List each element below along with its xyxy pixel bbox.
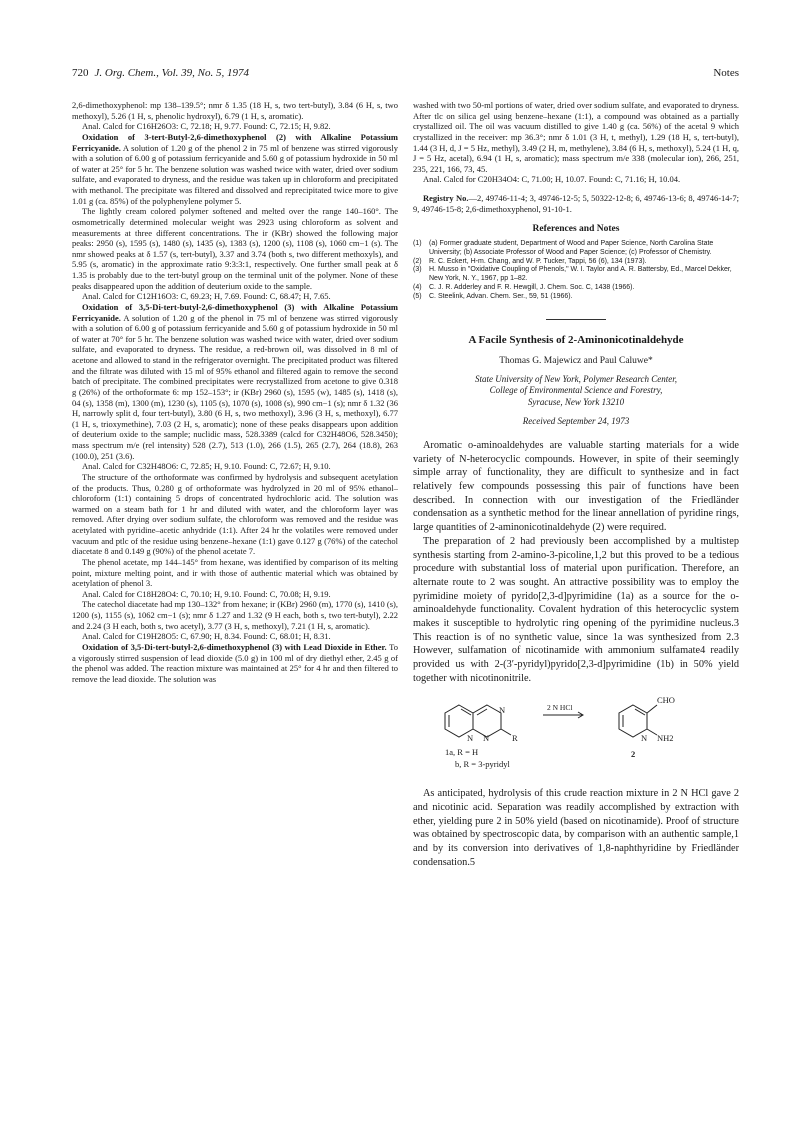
compound-2-label: 2 xyxy=(631,749,636,760)
paragraph-text: The catechol diacetate had mp 130–132° from hexane; ir (KBr) 2960 (m), 1770 (s), 1410 (s), 1200 (s), 1155 (s), 1062 cm−1 (s); nmr δ 1.27 and 1.32 (9 H each, both s, two tert-butyl), 2.22 and 2.24 (3 H each, both s, two acetyl), 3.77 (3 H, s, methoxyl), 7.21 (1 H, s, aromatic). xyxy=(72,599,398,631)
references-heading: References and Notes xyxy=(532,224,620,235)
reference-item xyxy=(413,240,739,258)
paragraph-text: Anal. Calcd for C32H48O6: C, 72.85; H, 9.10. Found: C, 72.67; H, 9.10. xyxy=(82,461,331,472)
paragraph xyxy=(72,599,398,631)
paragraph-text: To a vigorously stirred suspension of lead dioxide (5.0 g) in 100 ml of dry diethyl ether, 2.45 g of the phenol was added. The reaction mixture was maintained at 25° for 4 hr and then filtered to remove the lead dioxide. The solution was xyxy=(72,641,398,684)
paragraph xyxy=(72,291,398,302)
article-authors: Thomas G. Majewicz and Paul Caluwe* xyxy=(499,356,653,367)
reagent-label: 2 N HCl xyxy=(547,703,573,713)
paragraph-text: A solution of 1.20 g of the phenol 2 in 75 ml of benzene was stirred vigorously with a solution of 6.00 g of potassium ferricyanide and 5.60 g of potassium hydroxide in 50 ml of water at 25° for 5 hr. The benzene solution was washed twice with water, dried over sodium sulfate, and evaporated to dryness, and the residue was taken up in chloroform and precipitated with methanol. The precipitate was filtered and dissolved and reprecipitated twice more to give 1.01 g (ca. 85%) of the polyphenylene polymer 5. xyxy=(72,142,398,206)
paragraph xyxy=(72,302,398,461)
left-column xyxy=(72,100,398,1110)
scheme-n-label: N xyxy=(499,705,506,716)
reference-item xyxy=(413,266,739,284)
scheme-n-label: N xyxy=(641,733,648,744)
paragraph-text: The lightly cream colored polymer softened and melted over the range 140–160°. The osmometrically determined molecular weight was 2923 using chloroform as solvent and measurements at three different concentrations. The ir (KBr) showed the following major peaks: 2950 (s), 1595 (s), 1480 (s), 1435 (s), 1383 (s), 1200 (s), 1108 (s), 1060 cm−1 (s). The nmr showed peaks at δ 1.57 (s, tert-butyl), 3.37 and 3.74 (both s, two different methoxyls), and 5.95 (s, aromatic) in the approximate ratio 9:3:3:1, respectively. One further small peak at δ 1.35 is probably due to the tert-butyl group on the terminal unit of the polymer. None of these peaks disappeared upon the addition of deuterium oxide to the sample. xyxy=(72,206,398,291)
paragraph xyxy=(413,174,739,185)
cho-label: CHO xyxy=(657,695,675,706)
paragraph-text: Anal. Calcd for C12H16O3: C, 69.23; H, 7.69. Found: C, 68.47; H, 7.65. xyxy=(82,291,331,302)
reaction-scheme xyxy=(413,691,739,779)
paragraph-text: The phenol acetate, mp 144–145° from hexane, was identified by comparison of its melting point, mixture melting point, and ir with those of authentic material which was obtained by acetylation of phenol 3. xyxy=(72,556,398,589)
reference-number: (3) xyxy=(413,266,422,274)
running-head xyxy=(72,67,249,79)
reference-text: C. Steelink, Advan. Chem. Ser., 59, 51 (1966). xyxy=(429,292,573,300)
reference-number: (4) xyxy=(413,283,422,291)
reference-text: (a) Former graduate student, Department of Wood and Paper Science, North Carolina State University; (b) Associate Professor of Wood and Paper Science; (c) Professor of Chemistry. xyxy=(429,240,714,256)
paragraph-text: 2,6-dimethoxyphenol: mp 138–139.5°; nmr δ 1.35 (18 H, s, two tert-butyl), 3.84 (6 H, s, two methoxyl), 5.26 (1 H, s, phenolic hydroxyl), 6.79 (1 H, s, aromatic). xyxy=(72,100,398,121)
cho-bond xyxy=(647,705,657,713)
paragraph xyxy=(72,206,398,291)
r-bond xyxy=(501,729,511,735)
reference-item xyxy=(413,284,739,293)
compound-1b-label: b, R = 3-pyridyl xyxy=(455,759,510,770)
scheme-r-label: R xyxy=(512,733,518,744)
article-paragraph: Aromatic o-aminoaldehydes are valuable starting materials for a wide variety of N-heterocyclic compounds. However, in spite of their seemingly simple array of functionality, they are difficult to synthesize and in fact relatively few compounds possessing this pair of functions have been described. In connection with our investigation of the Friedländer condensation as a synthetic method for the linear annellation of pyridine rings, large quantities of 2-aminonicotinaldehyde (2) were required. xyxy=(413,440,739,534)
paragraph xyxy=(72,461,398,472)
references-list xyxy=(413,240,739,301)
paragraph-text: Anal. Calcd for C16H26O3: C, 72.18; H, 9.77. Found: C, 72.15; H, 9.82. xyxy=(82,121,331,132)
paragraph-text: Anal. Calcd for C20H34O4: C, 71.00; H, 10.07. Found: C, 71.16; H, 10.04. xyxy=(423,174,681,185)
paragraph-heading: Oxidation of 3-tert-Butyl-2,6-dimethoxyphenol (2) with Alkaline Potassium Ferricyanide. xyxy=(72,131,398,153)
paragraph-text: Anal. Calcd for C18H28O4: C, 70.10; H, 9.10. Found: C, 70.08; H, 9.19. xyxy=(82,588,331,599)
paragraph-text: The structure of the orthoformate was confirmed by hydrolysis and subsequent acetylation of the products. Thus, 0.280 g of orthoformate was hydrolyzed in 20 ml of 95% ethanol–chloroform (1:1) containing 5 drops of concentrated hydrochloric acid. The solution was warmed on a steam bath for 1 hr and diluted with water, and the chloroform layer was removed. After drying over sodium sulfate, the chloroform was removed and the residue was acetylated with pyridine–acetic anhydride (1:1). After 24 hr the volatiles were removed under vacuum and ptlc of the residue using benzene–hexane (1:1) gave 0.127 g (76%) of the catechol diacetate 8 and 0.149 g (90%) of the phenol acetate 7. xyxy=(72,471,398,557)
nh2-label: NH2 xyxy=(657,733,674,744)
scheme-n-label: N xyxy=(483,733,490,744)
reference-number: (1) xyxy=(413,240,422,248)
affiliation-line: State University of New York, Polymer Research Center, xyxy=(474,374,678,384)
paragraph xyxy=(72,121,398,132)
paragraph xyxy=(72,557,398,589)
paragraph-heading: Oxidation of 3,5-Di-tert-butyl-2,6-dimethoxyphenol (3) with Alkaline Potassium Ferricyanide. xyxy=(72,301,398,323)
reference-item xyxy=(413,293,739,302)
section-name: Notes xyxy=(713,67,739,79)
nh2-bond xyxy=(647,729,657,735)
article-paragraph: As anticipated, hydrolysis of this crude reaction mixture in 2 N HCl gave 2 and nicotinic acid. Separation was readily accomplished by extraction with ether, yielding pure 2 in 50% yield (based on nicotinamide). Proof of structure was obtained by spectroscopic data, by comparison with an authentic sample,1 and by its conversion into derivatives of 1,8-naphthyridine by Friedländer condensation.5 xyxy=(413,788,739,868)
article-affiliation xyxy=(413,374,739,408)
affiliation-line: Syracuse, New York 13210 xyxy=(527,396,625,407)
reference-text: R. C. Eckert, H-m. Chang, and W. P. Tucker, Tappi, 56 (6), 134 (1973). xyxy=(429,257,647,265)
received-date: Received September 24, 1973 xyxy=(522,415,630,426)
reference-text: H. Musso in "Oxidative Coupling of Phenols," W. I. Taylor and A. R. Battersby, Ed., Marcel Dekker, New York, N. Y., 1967, pp 1–82. xyxy=(429,266,732,283)
experimental-continued xyxy=(413,100,739,185)
compound-1a-label: 1a, R = H xyxy=(445,747,479,758)
scheme-n-label: N xyxy=(467,733,474,744)
reference-item xyxy=(413,258,739,267)
reference-number: (2) xyxy=(413,257,422,265)
page-number: 720 xyxy=(72,67,89,79)
paragraph-text: Anal. Calcd for C19H28O5: C, 67.90; H, 8.34. Found: C, 68.01; H, 8.31. xyxy=(82,631,331,642)
reference-number: (5) xyxy=(413,292,422,300)
paragraph-heading: Oxidation of 3,5-Di-tert-butyl-2,6-dimethoxyphenol (3) with Lead Dioxide in Ether. xyxy=(82,641,387,652)
paragraph xyxy=(72,132,398,206)
reference-text: C. J. R. Adderley and F. R. Hewgill, J. Chem. Soc. C, 1438 (1966). xyxy=(429,283,635,291)
right-column xyxy=(413,100,739,1110)
registry-label: Registry No. xyxy=(423,193,469,203)
registry-text: —2, 49746-11-4; 3, 49746-12-5; 5, 50322-12-8; 6, 49746-13-6; 8, 49746-14-7; 9, 49746-15-8; 2,6-dimethoxyphenol, 91-10-1. xyxy=(413,193,739,214)
article-title: A Facile Synthesis of 2-Aminonicotinaldehyde xyxy=(468,334,684,347)
paragraph-text: washed with two 50-ml portions of water, dried over sodium sulfate, and evaporated to dryness. After tlc on silica gel using benzene–hexane (1:1), a compound was obtained as a partially crystallized oil. The oil was vacuum distilled to give 1.40 g (ca. 56%) of the acetal 9 which crystallized in the receiver: mp 36.3°; nmr δ 1.01 (3 H, t, methyl), 1.29 (18 H, s, tert-butyl), 1.44 (3 H, d, J = 5 Hz, methyl), 3.49 (2 H, m, methylene), 3.84 (6 H, s, methoxyl), 5.24 (1 H, q, J = 5 Hz, acetal), 6.94 (1 H, s, aromatic); mass spectrum m/e 338 (molecular ion), 266, 251, 235, 221, 166, 73, 45. xyxy=(413,100,739,174)
paragraph xyxy=(72,100,398,121)
paragraph xyxy=(72,631,398,642)
paragraph xyxy=(72,642,398,685)
paragraph xyxy=(72,589,398,600)
affiliation-line: College of Environmental Science and Forestry, xyxy=(489,385,663,396)
article-paragraph: The preparation of 2 had previously been accomplished by a multistep synthesis starting from 2-amino-3-picoline,1,2 but this proved to be a tedious procedure with substantial loss of material upon purification. Therefore, an alternate route to 2 was sought. An attractive possibility was to employ the pyrimidine moiety of pyrido[2,3-d]pyrimidine (1a) as a source for the o-aminoaldehyde functionality. Covalent hydration of this heterocyclic system makes it susceptible to hydrolytic ring opening of the pyrimidine nucleus.3 This reaction is of no synthetic value, since 1a was synthesized from 2.3 However, sulfamation of nicotinamide with ammonium sulfamate4 readily provided us with 2-(3′-pyridyl)pyrido[2,3-d]pyrimidine (1b) in 50% yield together with nicotinonitrile. xyxy=(413,535,739,684)
journal-citation: J. Org. Chem., Vol. 39, No. 5, 1974 xyxy=(94,67,250,79)
paragraph xyxy=(72,472,398,557)
paragraph-text: A solution of 1.20 g of the phenol in 75 ml of benzene was stirred vigorously with a solution of 6.00 g of potassium ferricyanide and 5.60 g of potassium hydroxide in 50 ml of water at 70° for 5 hr. The benzene solution was washed twice with water, dried over sodium sulfate, and evaporated to dryness. The residue, a red-brown oil, was dissolved in 8 ml of acetone and allowed to stand in the refrigerator overnight. The precipitated product was filtered and the filtrate was diluted with 15 ml of 95% ethanol and filtered again to remove the second batch of precipitate. The combined precipitates were recrystallized from acetone to give 0.318 g (26%) of the orthoformate 6: mp 152–153°; ir (KBr) 2960 (s), 1595 (w), 1485 (s), 1418 (s), 04 (s), 1358 (m), 1300 (m), 1230 (s), 1105 (s), 1070 (s), 1008 (s), 990 cm−1 (s); nmr δ 1.32 (36 H, narrowly split d, four tert-butyl), 3.80 (6 H, s, two methoxyl), 3.96 (3 H, s, methoxyl), 6.77 (1 H, s, trioxymethine), 7.03 (2 H, s, aromatic); none of these peaks disappears upon addition of deuterium oxide to the sample; nuclidic mass, 528.3389 (calcd for C32H48O6, 528.3450); mass spectrum m/e (rel intensity) 528 (2.7), 513 (1.0), 266 (1.5), 265 (2.7), 264 (18.8), 263 (100.0), 251 (3.6). xyxy=(72,312,398,461)
article-divider xyxy=(546,319,606,320)
registry-numbers xyxy=(413,193,739,214)
paragraph xyxy=(413,100,739,174)
article-body xyxy=(413,439,739,870)
page-header xyxy=(72,67,739,83)
